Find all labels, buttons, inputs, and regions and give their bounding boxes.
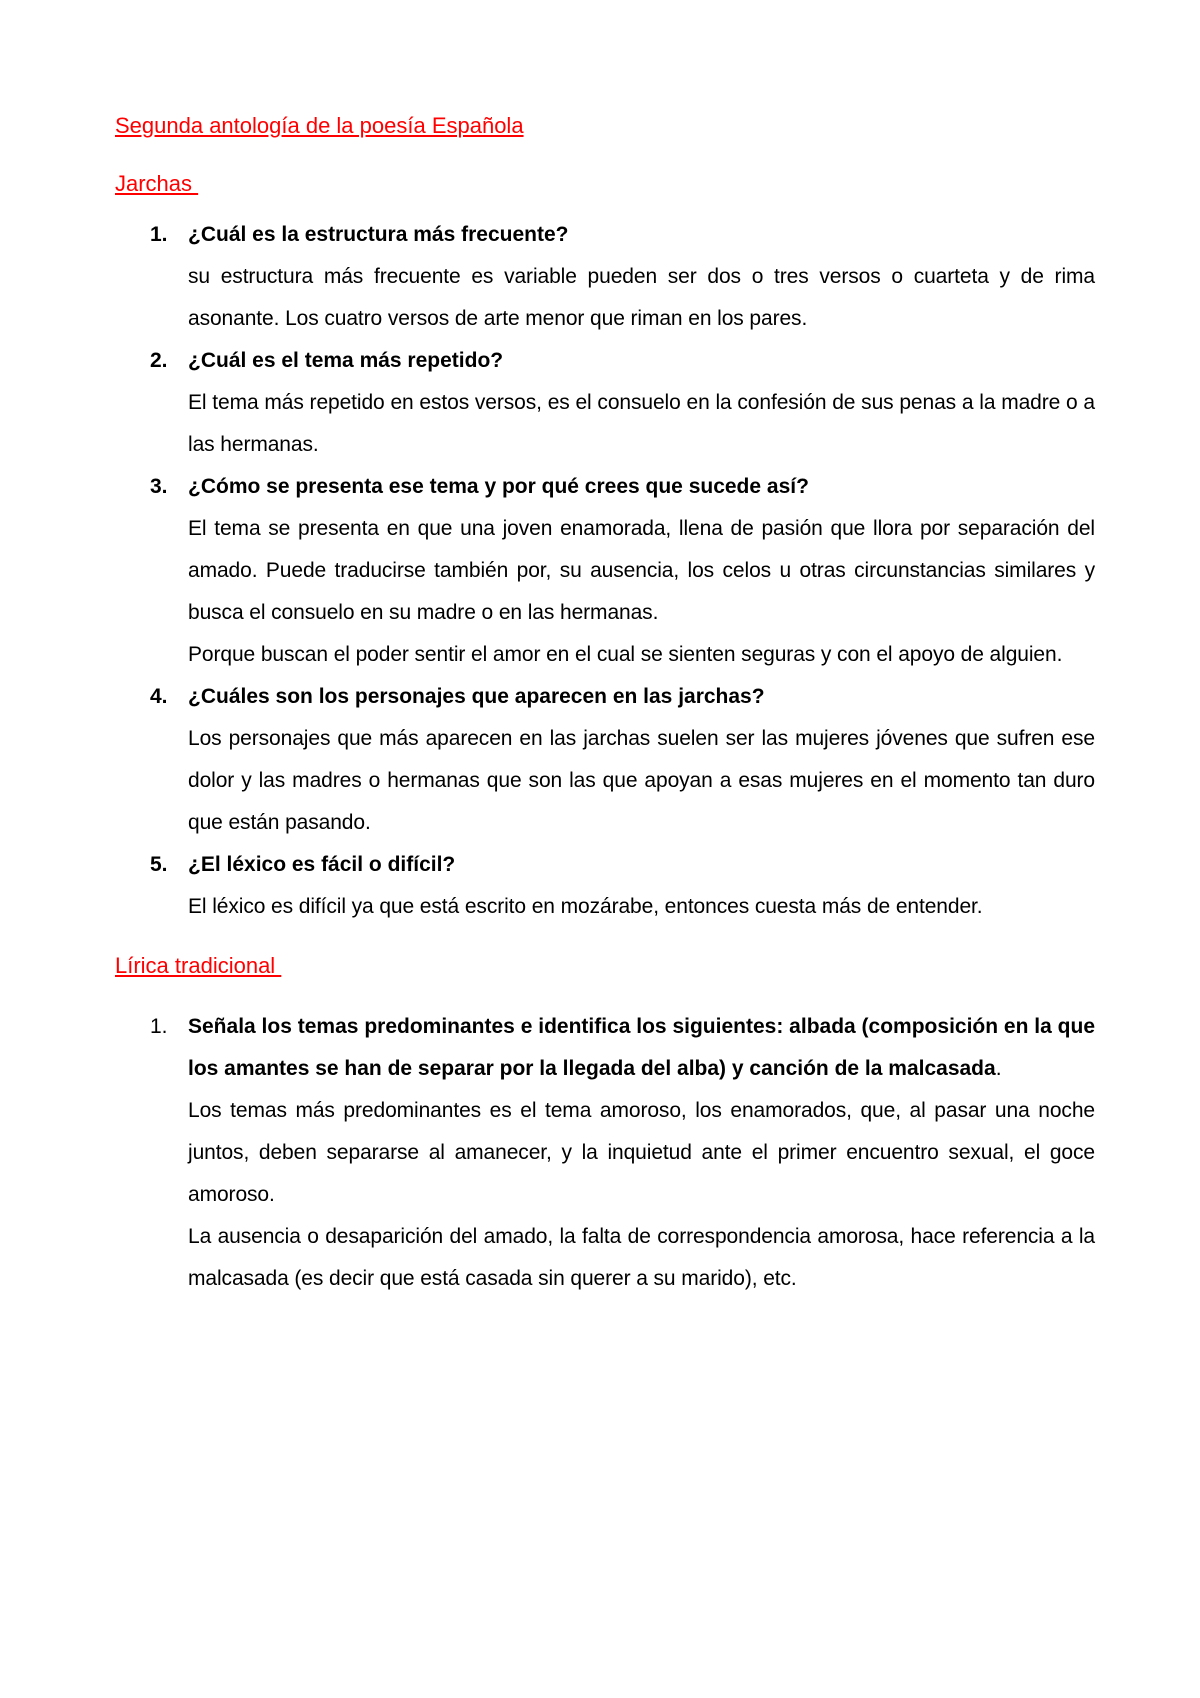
list-item: [115, 676, 1095, 844]
answer-text: Porque buscan el poder sentir el amor en el cual se sienten seguras y con el apoyo de alguien.: [188, 643, 1063, 666]
item-number: 1.: [150, 1015, 168, 1038]
jarchas-question-list: [115, 214, 1095, 928]
answer-text: El tema se presenta en que una joven enamorada, llena de pasión que llora por separación del amado. Puede traducirse también por, su ausencia, los celos u otras circunstancias similares y busca el consuelo en su madre o en las hermanas.: [188, 517, 1095, 624]
item-number: 5.: [150, 853, 168, 876]
lirica-question-list: [115, 1006, 1095, 1300]
answer-text: El léxico es difícil ya que está escrito en mozárabe, entonces cuesta más de entender.: [188, 895, 983, 918]
answer-text: La ausencia o desaparición del amado, la falta de correspondencia amorosa, hace referencia a la malcasada (es decir que está casada sin querer a su marido), etc.: [188, 1225, 1095, 1290]
answer-text: El tema más repetido en estos versos, es el consuelo en la confesión de sus penas a la madre o a las hermanas.: [188, 391, 1095, 456]
question-main: Señala los temas predominantes e identifica los siguientes: albada (composición en la que los amantes se han de separar por la llegada del alba) y canción de la malcasada: [188, 1015, 1095, 1080]
answer-text: su estructura más frecuente es variable pueden ser dos o tres versos o cuarteta y de rima asonante. Los cuatro versos de arte menor que riman en los pares.: [188, 265, 1095, 330]
document-title: Segunda antología de la poesía Española: [115, 113, 524, 138]
question-text: ¿Cuáles son los personajes que aparecen en las jarchas?: [188, 685, 765, 708]
list-item: [115, 466, 1095, 676]
document-content: [115, 112, 1095, 1300]
question-text: ¿Cómo se presenta ese tema y por qué crees que sucede así?: [188, 475, 809, 498]
list-item: [115, 214, 1095, 340]
question-text: ¿Cuál es la estructura más frecuente?: [188, 223, 569, 246]
question-text: ¿El léxico es fácil o difícil?: [188, 853, 456, 876]
section-heading-lirica-tradicional: Lírica tradicional: [115, 953, 282, 978]
question-text: ¿Cuál es el tema más repetido?: [188, 349, 504, 372]
item-number: 4.: [150, 685, 168, 708]
list-item: [115, 340, 1095, 466]
answer-text: Los personajes que más aparecen en las jarchas suelen ser las mujeres jóvenes que sufren ese dolor y las madres o hermanas que son las que apoyan a esas mujeres en el momento tan duro que están pasando.: [188, 727, 1095, 834]
list-item: [115, 844, 1095, 928]
question-suffix: .: [995, 1057, 1002, 1080]
list-item: [115, 1006, 1095, 1300]
section-heading-jarchas: Jarchas: [115, 171, 199, 196]
item-number: 2.: [150, 349, 168, 372]
question-text: [188, 1006, 1095, 1090]
item-number: 3.: [150, 475, 168, 498]
item-number: 1.: [150, 223, 168, 246]
answer-text: Los temas más predominantes es el tema amoroso, los enamorados, que, al pasar una noche juntos, deben separarse al amanecer, y la inquietud ante el primer encuentro sexual, el goce amoroso.: [188, 1099, 1095, 1206]
